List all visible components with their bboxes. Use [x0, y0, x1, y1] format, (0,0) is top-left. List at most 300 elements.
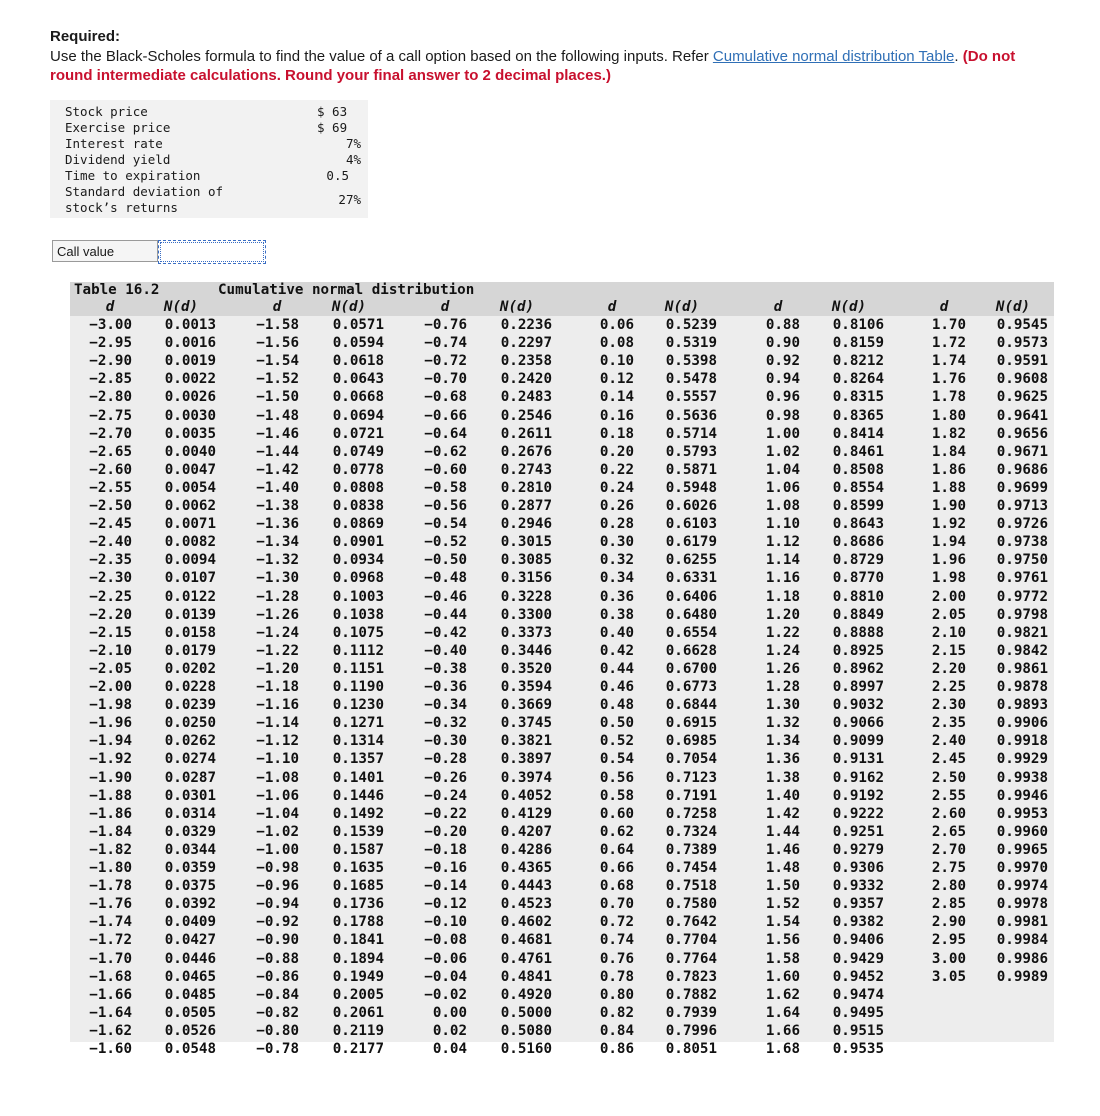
cell-d: −2.55 — [89, 479, 132, 496]
cell-d: −1.92 — [89, 751, 132, 768]
cell-d: 0.28 — [599, 516, 634, 533]
cell-d: −0.08 — [424, 932, 467, 949]
cell-nd: 0.6255 — [665, 552, 717, 569]
cell-d: 1.32 — [765, 715, 800, 732]
cell-d: 1.74 — [931, 353, 966, 370]
cell-d: 1.92 — [931, 516, 966, 533]
cell-d: 1.34 — [765, 733, 800, 750]
cell-d: 0.76 — [599, 950, 634, 967]
cell-d: 0.60 — [599, 805, 634, 822]
col-head-d: d — [773, 299, 783, 315]
cell-nd: 0.0026 — [164, 389, 216, 406]
cell-nd: 0.5871 — [665, 461, 717, 478]
cell-d: −0.82 — [256, 1004, 299, 1021]
cell-d: −0.94 — [256, 896, 299, 913]
input-label: Interest rate — [65, 136, 163, 151]
cell-d: 0.50 — [599, 715, 634, 732]
cell-d: −2.80 — [89, 389, 132, 406]
cell-nd: 0.7389 — [665, 841, 717, 858]
cell-nd: 0.6103 — [665, 516, 717, 533]
col-head-d: d — [440, 299, 450, 315]
cell-nd: 0.1635 — [332, 860, 384, 876]
cell-d: 0.58 — [599, 787, 634, 804]
cell-d: 0.42 — [599, 642, 634, 659]
cell-nd: 0.0721 — [332, 425, 384, 442]
cell-nd: 0.0013 — [164, 317, 216, 333]
cell-d: −1.72 — [89, 932, 132, 949]
cell-nd: 0.8159 — [832, 335, 884, 352]
col-head-nd: N(d) — [831, 299, 867, 315]
cell-nd: 0.1492 — [332, 805, 384, 822]
cell-nd: 0.3085 — [500, 552, 552, 569]
col-head-d: d — [272, 299, 282, 315]
input-row-dividend-yield — [65, 152, 365, 168]
cell-d: 2.65 — [931, 823, 966, 840]
inputs-panel — [50, 100, 368, 218]
cell-nd: 0.9878 — [996, 679, 1048, 695]
cell-nd: 0.0107 — [164, 570, 216, 587]
cell-nd: 0.0778 — [332, 461, 384, 478]
cell-nd: 0.7191 — [665, 787, 717, 804]
cell-d: 3.00 — [931, 950, 966, 967]
cell-nd: 0.5080 — [500, 1022, 552, 1039]
cell-nd: 0.4841 — [500, 968, 552, 985]
cell-d: 1.00 — [765, 425, 800, 442]
cell-nd: 0.7823 — [665, 968, 717, 985]
cell-nd: 0.9474 — [832, 986, 884, 1003]
cell-nd: 0.1112 — [332, 642, 384, 659]
cell-d: 0.24 — [599, 479, 634, 496]
cell-nd: 0.9960 — [996, 823, 1048, 840]
cell-d: 0.80 — [599, 986, 634, 1003]
cell-d: −0.78 — [256, 1041, 299, 1057]
cell-nd: 0.0040 — [164, 443, 216, 460]
cell-nd: 0.9953 — [996, 805, 1048, 822]
cell-nd: 0.6985 — [665, 733, 717, 750]
cell-d: 1.70 — [931, 317, 966, 333]
cell-nd: 0.1949 — [332, 968, 384, 985]
cell-d: −1.80 — [89, 860, 132, 876]
cell-d: 2.10 — [931, 624, 966, 641]
cell-d: 0.36 — [599, 588, 634, 605]
cell-nd: 0.2177 — [332, 1041, 384, 1057]
input-value: 7% — [345, 136, 361, 151]
cell-nd: 0.9222 — [832, 805, 884, 822]
input-row-standard-deviation — [65, 184, 365, 216]
cell-nd: 0.0082 — [164, 534, 216, 551]
cell-nd: 0.8888 — [832, 624, 884, 641]
cell-d: −0.64 — [424, 425, 467, 442]
cell-nd: 0.9032 — [832, 697, 884, 714]
cell-d: 0.78 — [599, 968, 634, 985]
cell-nd: 0.9738 — [996, 534, 1048, 551]
cell-d: −1.58 — [256, 317, 299, 333]
cell-nd: 0.8508 — [832, 461, 884, 478]
cell-nd: 0.7939 — [665, 1004, 717, 1021]
cell-d: −1.30 — [256, 570, 299, 587]
cell-nd: 0.1788 — [332, 914, 384, 931]
cell-d: −2.75 — [89, 407, 132, 424]
call-value-input[interactable] — [158, 240, 266, 264]
cell-d: −1.78 — [89, 878, 132, 895]
cell-nd: 0.9382 — [832, 914, 884, 931]
cell-nd: 0.0139 — [164, 606, 216, 623]
cell-nd: 0.0375 — [164, 878, 216, 895]
cell-nd: 0.4523 — [500, 896, 552, 913]
cell-nd: 0.9918 — [996, 733, 1048, 750]
cell-d: −0.22 — [424, 805, 467, 822]
cell-nd: 0.5000 — [500, 1004, 552, 1021]
cell-d: 2.25 — [931, 679, 966, 695]
cell-nd: 0.0668 — [332, 389, 384, 406]
cell-nd: 0.1841 — [332, 932, 384, 949]
cell-d: −0.90 — [256, 932, 299, 949]
cell-d: 1.20 — [765, 606, 800, 623]
cell-d: −0.18 — [424, 841, 467, 858]
cell-d: 3.05 — [931, 968, 966, 985]
input-label: Standard deviation of stock’s returns — [65, 184, 224, 215]
cell-nd: 0.1314 — [332, 733, 384, 750]
cell-nd: 0.5948 — [665, 479, 717, 496]
cell-d: −2.20 — [89, 606, 132, 623]
cell-d: 0.54 — [599, 751, 634, 768]
cell-d: −0.26 — [424, 769, 467, 786]
col-head-nd: N(d) — [664, 299, 700, 315]
cell-nd: 0.2611 — [500, 425, 552, 442]
cell-nd: 0.5478 — [665, 371, 717, 388]
cell-d: 0.92 — [765, 353, 800, 370]
cell-d: 0.98 — [765, 407, 800, 424]
cell-nd: 0.5239 — [665, 317, 717, 333]
cell-d: −0.58 — [424, 479, 467, 496]
cell-d: 2.75 — [931, 860, 966, 876]
cell-nd: 0.9515 — [832, 1022, 884, 1039]
cell-d: 0.12 — [599, 371, 634, 388]
cell-nd: 0.4443 — [500, 878, 552, 895]
cell-nd: 0.1894 — [332, 950, 384, 967]
cell-nd: 0.8643 — [832, 516, 884, 533]
cell-d: −2.15 — [89, 624, 132, 641]
cell-d: −0.28 — [424, 751, 467, 768]
cell-nd: 0.0505 — [164, 1004, 216, 1021]
cell-d: 0.72 — [599, 914, 634, 931]
cell-nd: 0.0019 — [164, 353, 216, 370]
cell-nd: 0.8554 — [832, 479, 884, 496]
cell-nd: 0.1446 — [332, 787, 384, 804]
cell-d: −1.54 — [256, 353, 299, 370]
cell-nd: 0.2297 — [500, 335, 552, 352]
cell-d: 2.35 — [931, 715, 966, 732]
cell-d: 1.48 — [765, 860, 800, 876]
cell-d: −1.32 — [256, 552, 299, 569]
cell-nd: 0.8106 — [832, 317, 884, 333]
cell-d: −1.96 — [89, 715, 132, 732]
cell-nd: 0.0359 — [164, 860, 216, 876]
cell-nd: 0.0179 — [164, 642, 216, 659]
cell-nd: 0.1271 — [332, 715, 384, 732]
cell-d: 1.44 — [765, 823, 800, 840]
input-row-stock-price — [65, 104, 365, 120]
cell-nd: 0.3446 — [500, 642, 552, 659]
cell-d: −1.48 — [256, 407, 299, 424]
cell-nd: 0.0062 — [164, 498, 216, 514]
cell-d: −2.85 — [89, 371, 132, 388]
cell-nd: 0.0094 — [164, 552, 216, 569]
cell-nd: 0.6026 — [665, 498, 717, 514]
input-value: $ 69 — [317, 120, 348, 135]
cell-d: −3.00 — [89, 317, 132, 333]
cell-nd: 0.0158 — [164, 624, 216, 641]
cell-nd: 0.9798 — [996, 606, 1048, 623]
cell-nd: 0.9726 — [996, 516, 1048, 533]
cell-d: −0.96 — [256, 878, 299, 895]
cell-nd: 0.8414 — [832, 425, 884, 442]
cell-nd: 0.0262 — [164, 733, 216, 750]
cell-d: −1.90 — [89, 769, 132, 786]
cell-d: 1.62 — [765, 986, 800, 1003]
table-caption: Table 16.2 — [74, 282, 160, 298]
cell-d: 0.00 — [432, 1004, 467, 1021]
cell-d: −1.50 — [256, 389, 299, 406]
input-value: 27% — [338, 192, 361, 207]
cell-nd: 0.7642 — [665, 914, 717, 931]
cell-nd: 0.7054 — [665, 751, 717, 768]
cell-d: 0.62 — [599, 823, 634, 840]
cell-nd: 0.9989 — [996, 968, 1048, 985]
cell-d: 1.04 — [765, 461, 800, 478]
cell-nd: 0.9750 — [996, 552, 1048, 569]
input-label: Exercise price — [65, 120, 171, 135]
cell-nd: 0.4920 — [500, 986, 552, 1003]
cell-d: 2.40 — [931, 733, 966, 750]
cell-nd: 0.9495 — [832, 1004, 884, 1021]
cell-d: −0.32 — [424, 715, 467, 732]
cell-d: −0.92 — [256, 914, 299, 931]
cell-d: 0.22 — [599, 461, 634, 478]
cell-nd: 0.9965 — [996, 841, 1048, 858]
cell-d: 1.50 — [765, 878, 800, 895]
input-label: Dividend yield — [65, 152, 171, 167]
cell-d: 2.05 — [931, 606, 966, 623]
call-value-row — [52, 240, 266, 264]
cell-d: 1.28 — [765, 679, 800, 695]
cell-nd: 0.0643 — [332, 371, 384, 388]
cell-d: 1.84 — [931, 443, 966, 460]
cell-d: 0.46 — [599, 679, 634, 695]
cell-nd: 0.0869 — [332, 516, 384, 533]
cell-d: 1.98 — [931, 570, 966, 587]
after-link: . — [954, 48, 963, 65]
cell-d: 0.88 — [765, 317, 800, 333]
cell-nd: 0.2946 — [500, 516, 552, 533]
cell-d: −0.74 — [424, 335, 467, 352]
cell-nd: 0.1357 — [332, 751, 384, 768]
cell-d: 1.90 — [931, 498, 966, 514]
cell-d: −1.74 — [89, 914, 132, 931]
cell-d: −1.56 — [256, 335, 299, 352]
cell-nd: 0.2236 — [500, 317, 552, 333]
cell-nd: 0.0239 — [164, 697, 216, 714]
cell-nd: 0.1587 — [332, 841, 384, 858]
cell-d: −1.40 — [256, 479, 299, 496]
cell-nd: 0.9279 — [832, 841, 884, 858]
cell-d: −0.68 — [424, 389, 467, 406]
cell-nd: 0.0287 — [164, 769, 216, 786]
cell-d: −0.14 — [424, 878, 467, 895]
cell-nd: 0.3974 — [500, 769, 552, 786]
cell-d: −1.22 — [256, 642, 299, 659]
cell-d: −0.44 — [424, 606, 467, 623]
cell-d: −0.10 — [424, 914, 467, 931]
cell-nd: 0.8264 — [832, 371, 884, 388]
cell-nd: 0.0054 — [164, 479, 216, 496]
cell-nd: 0.2061 — [332, 1004, 384, 1021]
cell-d: −0.38 — [424, 660, 467, 677]
cell-nd: 0.7258 — [665, 805, 717, 822]
cell-d: −0.42 — [424, 624, 467, 641]
cell-nd: 0.0571 — [332, 317, 384, 333]
col-head-d: d — [939, 299, 949, 315]
cell-nd: 0.9066 — [832, 715, 884, 732]
cell-d: −0.88 — [256, 950, 299, 967]
cell-nd: 0.9842 — [996, 642, 1048, 659]
cell-d: −1.04 — [256, 805, 299, 822]
cell-nd: 0.0694 — [332, 407, 384, 424]
cell-d: 1.76 — [931, 371, 966, 388]
cell-d: −0.70 — [424, 371, 467, 388]
cell-d: −1.28 — [256, 588, 299, 605]
cell-d: 1.10 — [765, 516, 800, 533]
cell-d: 2.80 — [931, 878, 966, 895]
cell-d: −2.95 — [89, 335, 132, 352]
cell-nd: 0.0465 — [164, 968, 216, 985]
cell-nd: 0.2676 — [500, 443, 552, 460]
cell-nd: 0.6480 — [665, 606, 717, 623]
cell-nd: 0.0016 — [164, 335, 216, 352]
cell-d: −0.62 — [424, 443, 467, 460]
cell-d: 0.86 — [599, 1041, 634, 1057]
cell-nd: 0.1685 — [332, 878, 384, 895]
cell-d: 1.08 — [765, 498, 800, 514]
cell-nd: 0.9970 — [996, 860, 1048, 876]
cell-nd: 0.0838 — [332, 498, 384, 514]
cell-d: 0.66 — [599, 860, 634, 876]
cell-d: −0.54 — [424, 516, 467, 533]
cell-d: 1.64 — [765, 1004, 800, 1021]
cell-nd: 0.9984 — [996, 932, 1048, 949]
cell-nd: 0.9929 — [996, 751, 1048, 768]
col-head-nd: N(d) — [331, 299, 367, 315]
cell-d: −1.26 — [256, 606, 299, 623]
cell-d: 1.66 — [765, 1022, 800, 1039]
cell-nd: 0.8051 — [665, 1041, 717, 1057]
cell-nd: 0.6406 — [665, 588, 717, 605]
cell-d: 0.26 — [599, 498, 634, 514]
cell-d: −1.14 — [256, 715, 299, 732]
input-label: Time to expiration — [65, 168, 201, 183]
cell-d: 0.30 — [599, 534, 634, 551]
cell-nd: 0.9535 — [832, 1041, 884, 1057]
call-value-label: Call value — [52, 240, 158, 262]
cell-nd: 0.4602 — [500, 914, 552, 931]
cell-nd: 0.5398 — [665, 353, 717, 370]
cell-nd: 0.7324 — [665, 823, 717, 840]
rounding-warning: (Do not round intermediate calculations. Round your final answer to 2 decimal places.) — [50, 48, 1016, 84]
cell-d: 0.94 — [765, 371, 800, 388]
cell-d: −2.60 — [89, 461, 132, 478]
cell-nd: 0.9893 — [996, 697, 1048, 714]
cell-nd: 0.9699 — [996, 479, 1048, 496]
cell-d: 1.36 — [765, 751, 800, 768]
cell-nd: 0.0228 — [164, 679, 216, 695]
cell-nd: 0.9251 — [832, 823, 884, 840]
cell-nd: 0.0409 — [164, 914, 216, 931]
cell-nd: 0.4365 — [500, 860, 552, 876]
cell-d: −1.76 — [89, 896, 132, 913]
cell-nd: 0.0202 — [164, 660, 216, 677]
input-value: 0.5 — [326, 168, 349, 183]
cell-nd: 0.0301 — [164, 787, 216, 804]
cell-d: −0.20 — [424, 823, 467, 840]
cell-nd: 0.0035 — [164, 425, 216, 442]
cell-d: 0.18 — [599, 425, 634, 442]
cell-d: −1.98 — [89, 697, 132, 714]
col-head-d: d — [105, 299, 115, 315]
cell-d: 1.06 — [765, 479, 800, 496]
cell-nd: 0.3520 — [500, 660, 552, 677]
cell-d: −0.72 — [424, 353, 467, 370]
cell-d: 1.80 — [931, 407, 966, 424]
cell-d: −1.10 — [256, 751, 299, 768]
table-link[interactable]: Cumulative normal distribution Table — [712, 48, 955, 65]
cell-d: 0.70 — [599, 896, 634, 913]
cell-d: 2.95 — [931, 932, 966, 949]
cell-nd: 0.8315 — [832, 389, 884, 406]
cell-nd: 0.0548 — [164, 1041, 216, 1057]
cell-nd: 0.9938 — [996, 769, 1048, 786]
cell-d: 0.14 — [599, 389, 634, 406]
cell-nd: 0.9978 — [996, 896, 1048, 913]
cell-nd: 0.1075 — [332, 624, 384, 641]
cell-d: 1.54 — [765, 914, 800, 931]
cell-d: −1.08 — [256, 769, 299, 786]
cell-nd: 0.9986 — [996, 950, 1048, 967]
cell-nd: 0.0749 — [332, 443, 384, 460]
cell-nd: 0.2743 — [500, 461, 552, 478]
cell-d: −0.06 — [424, 950, 467, 967]
instruction-text: Use the Black-Scholes formula to find the value of a call option based on the following inputs. Refer — [50, 48, 713, 65]
cell-nd: 0.0329 — [164, 823, 216, 840]
cell-d: −1.00 — [256, 841, 299, 858]
cell-nd: 0.5714 — [665, 425, 717, 442]
cell-d: −1.20 — [256, 660, 299, 677]
col-head-nd: N(d) — [499, 299, 535, 315]
cell-d: −2.25 — [89, 588, 132, 605]
cell-nd: 0.5160 — [500, 1041, 552, 1057]
cell-nd: 0.1038 — [332, 606, 384, 623]
cell-nd: 0.9192 — [832, 787, 884, 804]
cell-d: −1.70 — [89, 950, 132, 967]
cell-nd: 0.7996 — [665, 1022, 717, 1039]
cell-d: 2.90 — [931, 914, 966, 931]
cell-d: −1.60 — [89, 1041, 132, 1057]
cell-d: 1.86 — [931, 461, 966, 478]
cell-d: −1.12 — [256, 733, 299, 750]
cell-d: 0.16 — [599, 407, 634, 424]
cell-nd: 0.0030 — [164, 407, 216, 424]
col-head-nd: N(d) — [163, 299, 199, 315]
cell-nd: 0.0274 — [164, 751, 216, 768]
